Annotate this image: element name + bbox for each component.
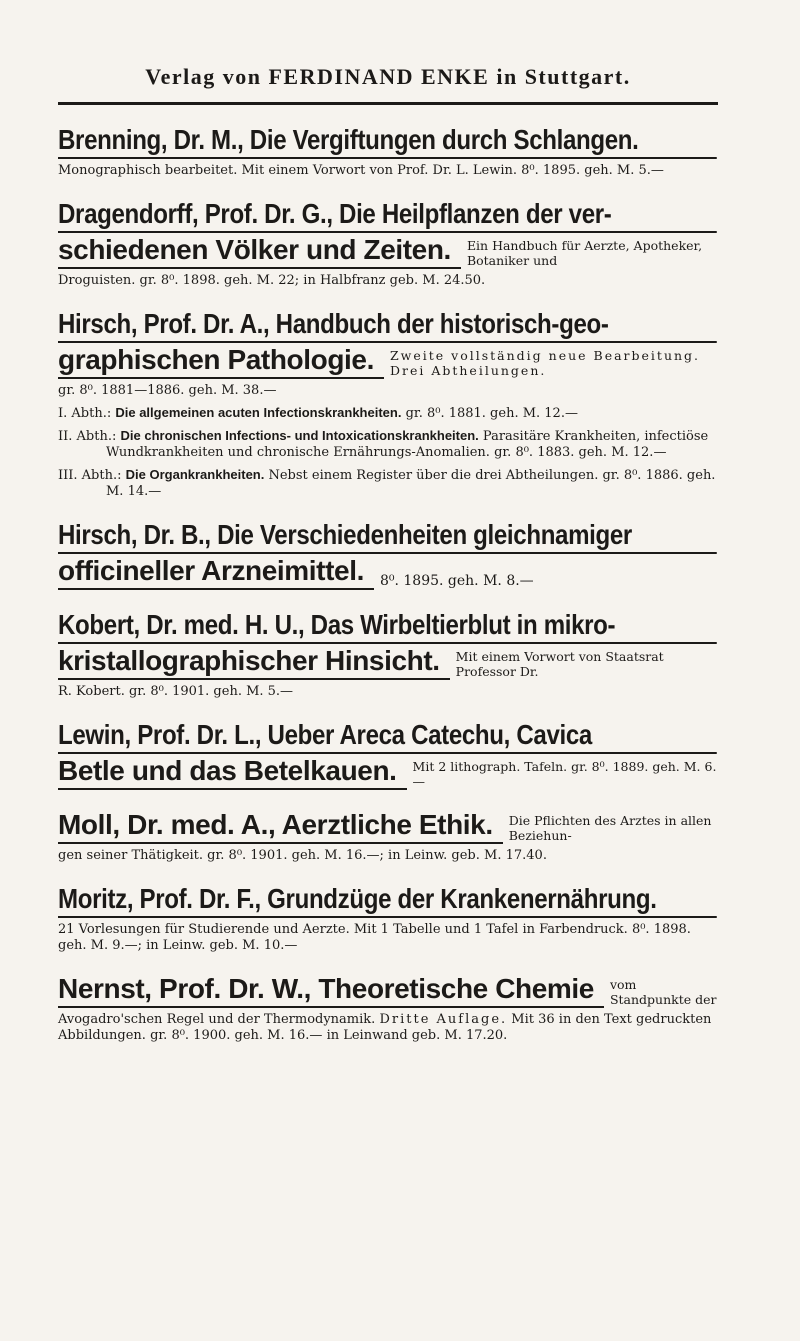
- entry-title-line1: Kobert, Dr. med. H. U., Das Wirbeltierblut in mikro-: [58, 608, 716, 644]
- entry-title-line2: graphischen Pathologie.: [58, 343, 384, 379]
- entry-title-line2: Betle und das Betelkauen.: [58, 754, 407, 790]
- entry-title-row: [58, 644, 718, 680]
- sub-volume: [58, 428, 718, 461]
- entry-side-note: 8⁰. 1895. geh. M. 8.—: [379, 573, 534, 589]
- entry-side-note: Ein Handbuch für Aerzte, Apotheker, Botaniker und: [466, 238, 703, 268]
- entry-description: [58, 1012, 718, 1044]
- entry-description: gen seiner Thätigkeit. gr. 8⁰. 1901. geh. M. 16.—; in Leinw. geb. M. 17.40.: [58, 848, 547, 863]
- sub-volume: [58, 405, 718, 422]
- entry-title-line2: kristallographischer Hinsicht.: [58, 644, 450, 680]
- entry-title-row: [58, 233, 718, 269]
- entry-moll: [58, 808, 718, 864]
- entry-side-note: Mit 2 lithograph. Tafeln. gr. 8⁰. 1889. geh. M. 6.—: [412, 759, 717, 789]
- entry-title-row: [58, 972, 718, 1008]
- entry-nernst: [58, 972, 718, 1044]
- entry-hirsch-a: [58, 307, 718, 500]
- sub-volume-details: Parasitäre Krankheiten, infectiöse Wundkrankheiten und chronische Ernährungs-Anomalien. gr. 8⁰. 1883. geh. M. 12.—: [106, 429, 709, 460]
- entry-title-line1: Lewin, Prof. Dr. L., Ueber Areca Catechu, Cavica: [58, 718, 716, 754]
- sub-volume-details: gr. 8⁰. 1881. geh. M. 12.—: [401, 406, 578, 421]
- entry-title: Brenning, Dr. M., Die Vergiftungen durch Schlangen.: [58, 123, 716, 159]
- entry-side-note: Zweite vollständig neue Bearbeitung. Drei Abtheilungen.: [389, 348, 701, 378]
- entry-title: Moll, Dr. med. A., Aerztliche Ethik.: [58, 808, 503, 844]
- entry-title-line1: Dragendorff, Prof. Dr. G., Die Heilpflanzen der ver-: [58, 197, 716, 233]
- sub-volume-title: Die chronischen Infections- und Intoxicationskrankheiten.: [120, 428, 479, 443]
- entry-description: 21 Vorlesungen für Studierende und Aerzte. Mit 1 Tabelle und 1 Tafel in Farbendruck. 8⁰. 1898. geh. M. 9.—; in Leinw. geb. M. 10.—: [58, 922, 691, 953]
- sub-volume-details: Nebst einem Register über die drei Abtheilungen. gr. 8⁰. 1886. geh. M. 14.—: [106, 468, 716, 499]
- entry-title-line1: Hirsch, Prof. Dr. A., Handbuch der historisch-geo-: [58, 307, 716, 343]
- edition-note: Dritte Auflage.: [379, 1012, 508, 1027]
- sub-volume-title: Die Organkrankheiten.: [125, 467, 265, 482]
- entry-lewin: [58, 718, 718, 790]
- sub-volume-label: II. Abth.:: [58, 429, 117, 444]
- entry-title-line1: Hirsch, Dr. B., Die Verschiedenheiten gleichnamiger: [58, 518, 716, 554]
- sub-volume-label: I. Abth.:: [58, 406, 112, 421]
- entry-hirsch-b: [58, 518, 718, 590]
- sub-volume-label: III. Abth.:: [58, 468, 122, 483]
- entry-dragendorff: [58, 197, 718, 289]
- entry-description-part: Mit 36 in den Text gedruckten Abbildungen. gr. 8⁰. 1900. geh. M. 16.— in Leinwand geb. M. 17.20.: [58, 1012, 712, 1043]
- entry-title-line2: schiedenen Völker und Zeiten.: [58, 233, 461, 269]
- entry-title-row: [58, 343, 718, 379]
- entry-description: R. Kobert. gr. 8⁰. 1901. geh. M. 5.—: [58, 684, 294, 699]
- entry-side-note: Mit einem Vorwort von Staatsrat Professor Dr.: [455, 649, 664, 679]
- entry-title: Moritz, Prof. Dr. F., Grundzüge der Krankenernährung.: [58, 882, 716, 918]
- entry-kobert: [58, 608, 718, 700]
- entry-description: Droguisten. gr. 8⁰. 1898. geh. M. 22; in Halbfranz geb. M. 24.50.: [58, 273, 486, 288]
- entry-description: Monographisch bearbeitet. Mit einem Vorwort von Prof. Dr. L. Lewin. 8⁰. 1895. geh. M. 5.—: [58, 163, 664, 178]
- entry-title-line2: officineller Arzneimittel.: [58, 554, 374, 590]
- header-rule: [58, 102, 718, 105]
- entry-side-note: Die Pflichten des Arztes in allen Beziehun-: [508, 813, 712, 843]
- sub-volume: [58, 467, 718, 500]
- catalog-page: [58, 64, 718, 1044]
- entry-description: gr. 8⁰. 1881—1886. geh. M. 38.—: [58, 383, 277, 398]
- entry-title-row: [58, 554, 718, 590]
- entry-title: Nernst, Prof. Dr. W., Theoretische Chemie: [58, 972, 604, 1008]
- entry-moritz: [58, 882, 718, 954]
- publisher-header: Verlag von FERDINAND ENKE in Stuttgart.: [145, 64, 631, 89]
- entry-title-row: [58, 754, 718, 790]
- sub-volume-title: Die allgemeinen acuten Infectionskrankheiten.: [115, 405, 402, 420]
- entry-side-note: vom Standpunkte der: [609, 977, 717, 1007]
- entry-brenning: [58, 123, 718, 179]
- entry-title-row: [58, 808, 718, 844]
- entry-description-part: Avogadro'schen Regel und der Thermodynamik.: [58, 1012, 376, 1027]
